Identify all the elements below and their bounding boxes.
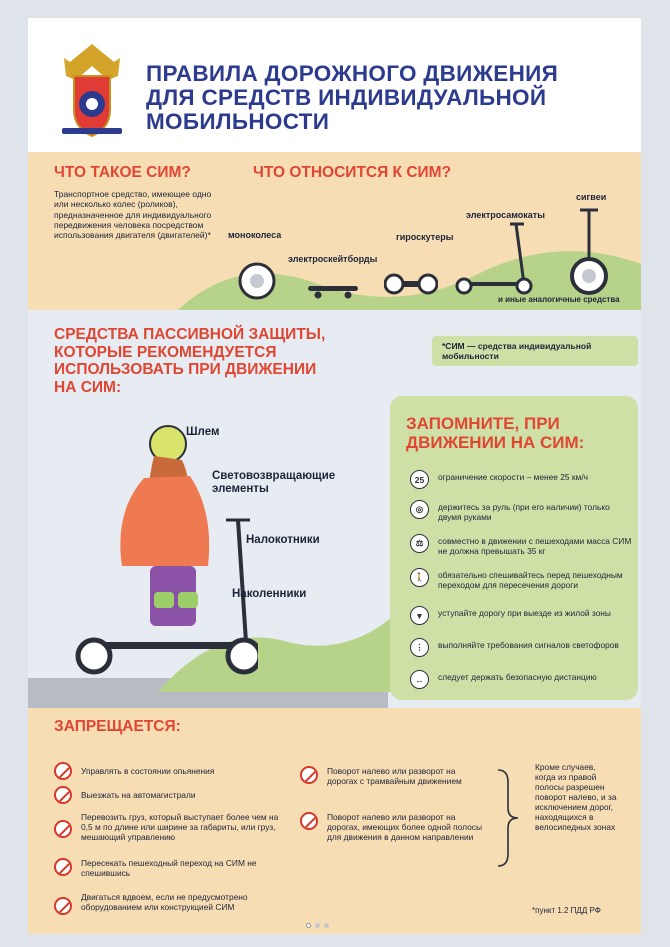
footnote-text: *пункт 1.2 ПДД РФ [532, 906, 601, 915]
protection-section [28, 310, 641, 708]
ban-item [54, 812, 294, 842]
traffic-light-icon: ⋮ [410, 638, 429, 657]
what-is-heading: ЧТО ТАКОЕ СИМ? [54, 164, 191, 181]
ban-text: Выезжать на автомагистрали [81, 790, 196, 800]
rule-text: совместно в движении с пешеходами масса СИМ не должна превышать 35 кг [438, 536, 632, 556]
distance-icon: ↔ [410, 670, 429, 689]
poster [28, 18, 641, 934]
rule-item [410, 606, 635, 625]
brace-decoration [496, 768, 520, 868]
rule-text: ограничение скорости – менее 25 км/ч [438, 472, 589, 482]
belongs-heading: ЧТО ОТНОСИТСЯ К СИМ? [253, 164, 452, 181]
no-u-turn-tram-icon [300, 766, 318, 784]
rule-text: выполняйте требования сигналов светофоров [438, 640, 619, 650]
no-left-turn-icon [300, 812, 318, 830]
ban-text: Двигаться вдвоем, если не предусмотрено оборудованием или конструкцией СИМ [81, 892, 248, 912]
rule-text: следует держать безопасную дистанцию [438, 672, 597, 682]
vehicle-label-escooter: электросамокаты [466, 210, 545, 220]
no-riding-crosswalk-icon [54, 858, 72, 876]
segway-icon [558, 206, 620, 296]
rule-item [410, 638, 635, 657]
rule-item [410, 534, 635, 556]
prohibited-heading: ЗАПРЕЩАЕТСЯ: [54, 718, 181, 735]
carousel-indicator[interactable] [306, 923, 329, 928]
exception-text: Кроме случаев, когда из правой полосы разрешен поворот налево, и за исключением дорог, находящихся в велосипедных зонах [535, 762, 617, 832]
escooter-icon [454, 218, 534, 298]
speed-limit-icon: 25 [410, 470, 429, 489]
remember-heading-line: ЗАПОМНИТЕ, ПРИ [406, 414, 560, 433]
monowheel-icon [238, 262, 276, 300]
remember-heading [406, 414, 636, 452]
protection-heading-line: НА СИМ: [54, 378, 122, 396]
rule-item [410, 500, 635, 522]
ban-text: Перевозить груз, который выступает более чем на 0,5 м по длине или ширине за габариты, или груз, мешающий управлению [81, 812, 279, 842]
ban-item [54, 786, 284, 804]
rule-item [410, 670, 635, 689]
rule-text: держитесь за руль (при его наличии) только двумя руками [438, 502, 610, 522]
scooter-rider-illustration [58, 416, 258, 688]
gear-elbow-pads: Налокотники [246, 534, 320, 546]
title-line-2: ДЛЯ СРЕДСТВ ИНДИВИДУАЛЬНОЙ [146, 85, 547, 110]
gear-reflectors: Световозвращающие элементы [212, 470, 336, 495]
remember-heading-line: ДВИЖЕНИИ НА СИМ: [406, 433, 585, 452]
carousel-dot-active[interactable] [306, 923, 311, 928]
no-highway-icon [54, 786, 72, 804]
no-alcohol-icon [54, 762, 72, 780]
ban-text: Управлять в состоянии опьянения [81, 766, 215, 776]
title-line-3: МОБИЛЬНОСТИ [146, 109, 330, 134]
pedestrian-icon: 🚶 [410, 568, 429, 587]
ban-item [300, 812, 500, 842]
yield-icon: ▼ [410, 606, 429, 625]
vehicle-label-monowheel: моноколеса [228, 230, 282, 240]
protection-heading-line: ИСПОЛЬЗОВАТЬ ПРИ ДВИЖЕНИИ [54, 361, 317, 378]
vehicle-label-segway: сигвеи [576, 192, 607, 202]
page-title [146, 62, 626, 134]
ban-text: Пересекать пешеходный переход на СИМ не спешившись [81, 858, 257, 878]
ban-item [54, 892, 284, 915]
sim-footnote: *СИМ — средства индивидуальной мобильности [432, 336, 638, 366]
no-passenger-icon [54, 897, 72, 915]
ban-item [54, 858, 284, 878]
header [28, 18, 641, 152]
rule-text: уступайте дорогу при выезде из жилой зоны [438, 608, 611, 618]
protection-heading [54, 326, 404, 396]
rule-item [410, 470, 635, 489]
rule-item [410, 568, 635, 590]
police-emblem-icon [56, 40, 128, 140]
title-line-1: ПРАВИЛА ДОРОЖНОГО ДВИЖЕНИЯ [146, 61, 559, 86]
definition-text: Транспортное средство, имеющее одно или несколько колес (роликов), предназначенное для индивидуального передвижения человека посредством использования двигателя (двигателей)* [54, 189, 212, 241]
weight-icon: ⚖ [410, 534, 429, 553]
no-cargo-icon [54, 820, 72, 838]
rule-text: обязательно спешивайтесь перед пешеходным переходом для пересечения дороги [438, 570, 623, 590]
remember-panel [390, 396, 638, 700]
gear-knee-pads: Наколенники [232, 588, 307, 600]
carousel-dot[interactable] [315, 923, 320, 928]
steering-wheel-icon: ◎ [410, 500, 429, 519]
carousel-dot[interactable] [324, 923, 329, 928]
gyroscooter-icon [384, 272, 438, 296]
ban-item [300, 766, 500, 786]
ban-text: Поворот налево или разворот на дорогах, имеющих более одной полосы для движения в данном направлении [327, 812, 482, 842]
ban-text: Поворот налево или разворот на дорогах с трамвайным движением [327, 766, 462, 786]
ban-item [54, 762, 284, 780]
gear-helmet: Шлем [186, 426, 220, 438]
vehicle-label-others: и иные аналогичные средства [498, 295, 620, 304]
protection-heading-line: СРЕДСТВА ПАССИВНОЙ ЗАЩИТЫ, [54, 326, 326, 343]
eskateboard-icon [306, 284, 360, 300]
prohibited-section [28, 708, 641, 934]
what-is-section [28, 152, 641, 310]
protection-heading-line: КОТОРЫЕ РЕКОМЕНДУЕТСЯ [54, 343, 277, 361]
vehicle-label-gyroscooter: гироскутеры [396, 232, 454, 242]
vehicle-label-eskateboard: электроскейтборды [288, 254, 378, 264]
